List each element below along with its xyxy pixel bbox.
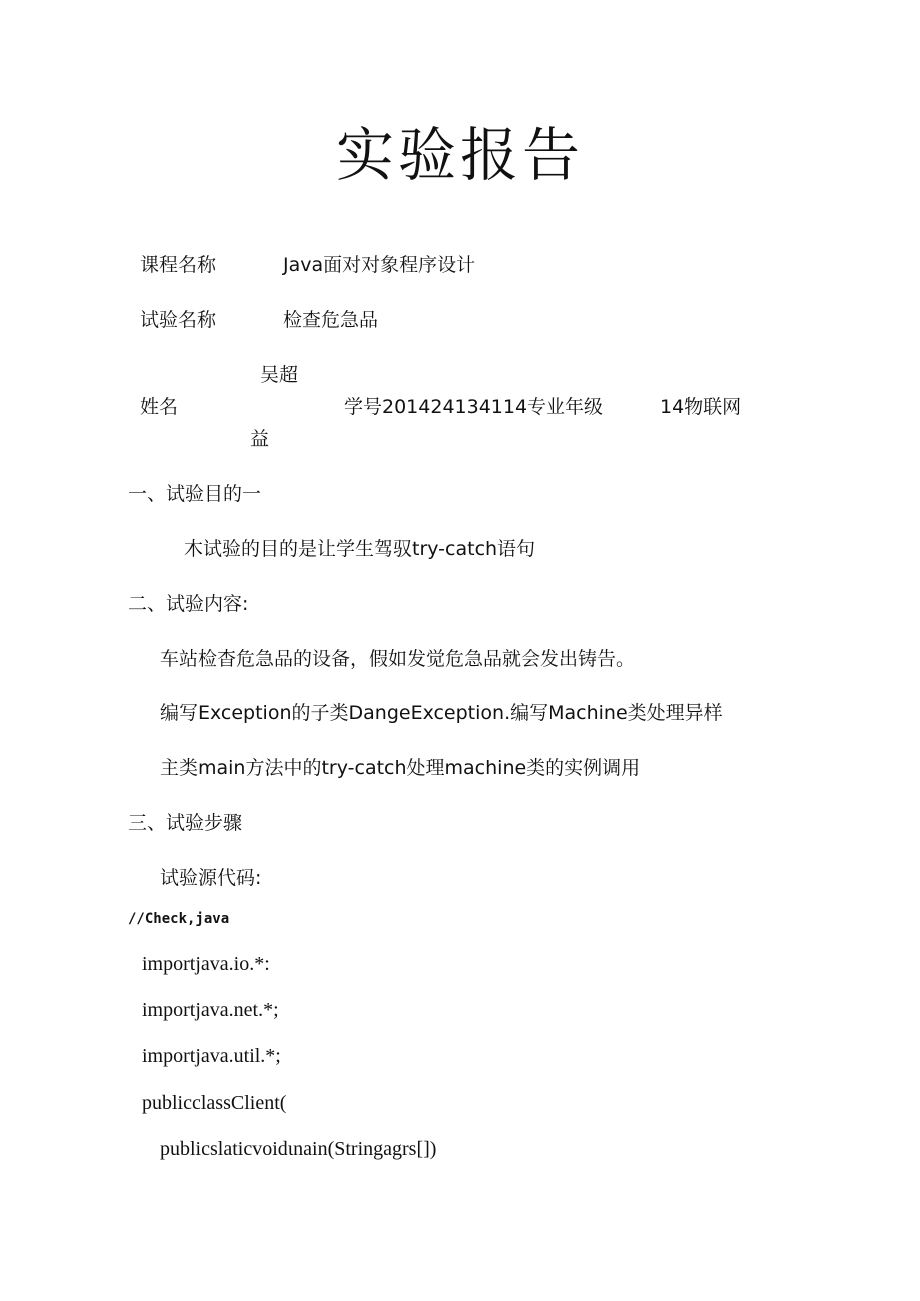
- course-label: 课程名称: [140, 254, 217, 276]
- student-id-major: 学号201424134114专业年级: [344, 396, 604, 418]
- page-title: 实验报告: [335, 121, 584, 189]
- section1-heading: 一、试验目的一: [128, 483, 262, 505]
- class-value: 14物联网: [660, 396, 742, 418]
- course-value: Java面对对象程序设计: [283, 254, 476, 276]
- code-comment: //Check,java: [128, 911, 230, 927]
- student-name-line2: 益: [250, 428, 270, 450]
- code-line-1: importjava.io.*:: [142, 953, 270, 975]
- section2-heading: 二、试验内容:: [128, 593, 249, 615]
- experiment-value: 检查危急品: [283, 309, 379, 331]
- section2-line1: 车站检杳危急品的设备，假如发觉危急品就会发出铸告。: [160, 648, 636, 670]
- section2-line2: 编写Exception的子类DangeException.编写Machine类处理异样: [160, 702, 723, 724]
- section3-heading: 三、试验步骤: [128, 812, 243, 834]
- experiment-label: 试验名称: [140, 309, 217, 331]
- student-name-line1: 吴超: [260, 364, 299, 386]
- name-label: 姓名: [140, 396, 179, 418]
- code-line-4: publicclassClient(: [142, 1092, 287, 1114]
- code-line-2: importjava.net.*;: [142, 999, 279, 1021]
- section3-subheading: 试验源代码:: [160, 867, 262, 889]
- section1-text: 木试验的目的是让学生驾驭try-catch语句: [184, 538, 536, 560]
- section2-line3: 主类main方法中的try-catch处理machine类的实例调用: [160, 757, 641, 779]
- code-line-5: publicslaticvoidιnain(Stringagrs[]): [160, 1138, 437, 1160]
- code-line-3: importjava.util.*;: [142, 1045, 281, 1067]
